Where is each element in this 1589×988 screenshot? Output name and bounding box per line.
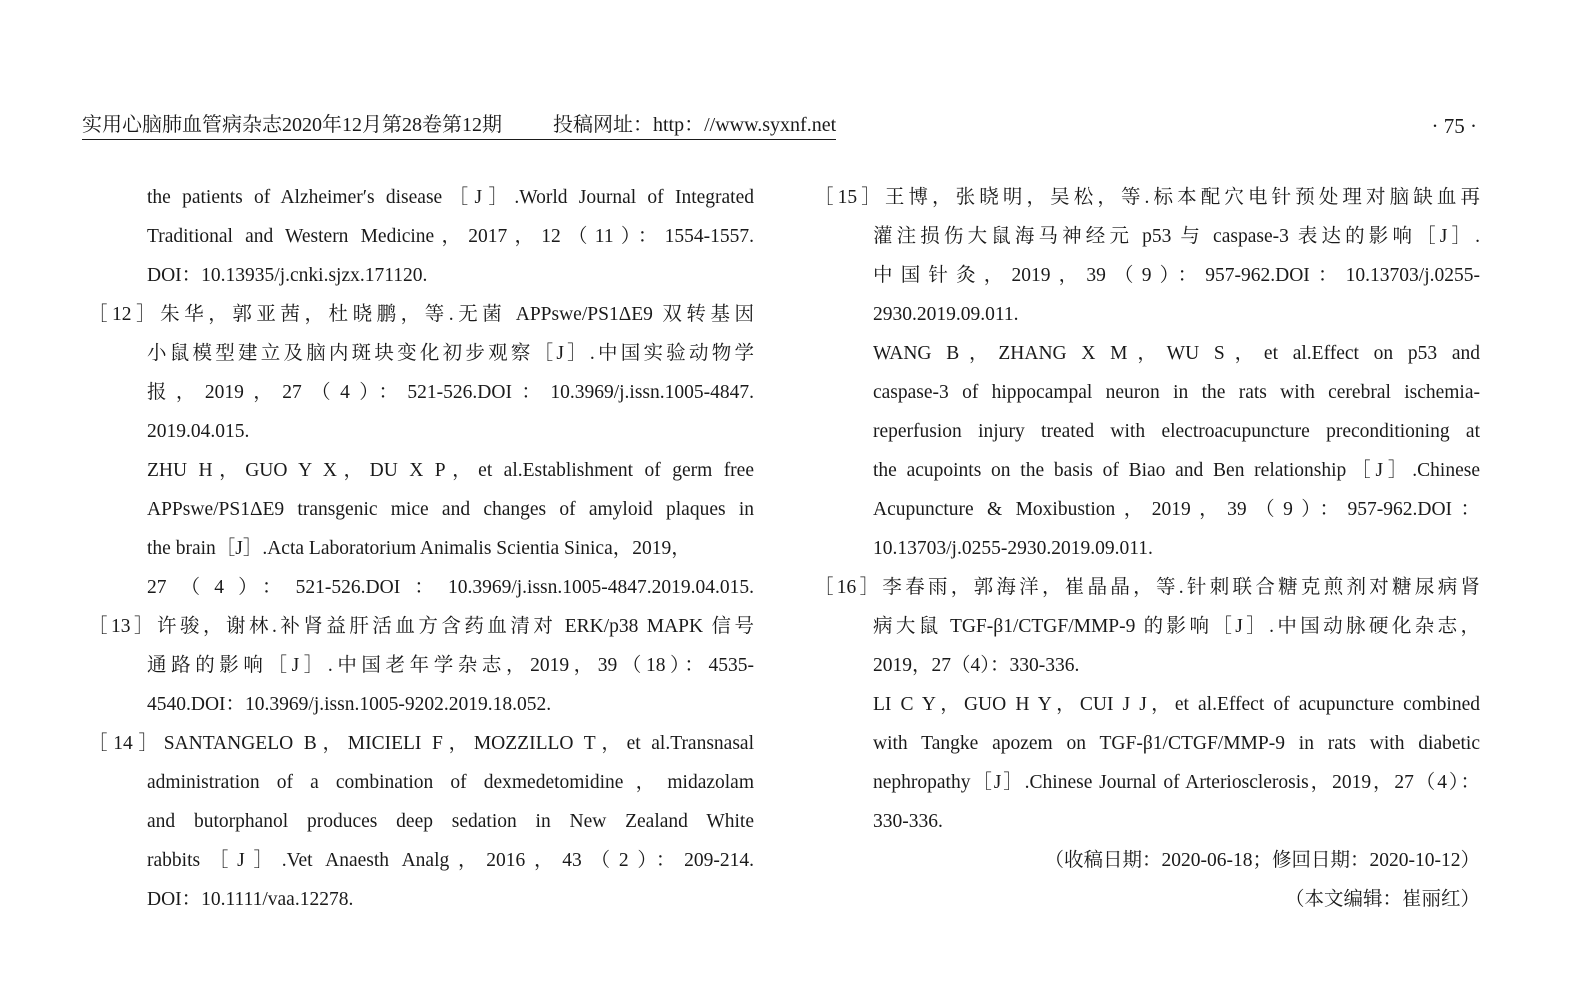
reference-line: 27（4）：521-526.DOI：10.3969/j.issn.1005-4847.2019.04.015. xyxy=(147,577,754,598)
reference-line-12-start: ［12］朱华，郭亚茜，杜晓鹏，等.无菌 APPswe/PS1ΔE9 双转基因 xyxy=(88,304,754,325)
reference-line: WANG B，ZHANG X M，WU S，et al.Effect on p53 and xyxy=(873,343,1480,364)
reference-line: 中国针灸，2019，39（9）：957-962.DOI：10.13703/j.0255- xyxy=(873,265,1480,286)
reference-line-14-start: ［14］SANTANGELO B，MICIELI F，MOZZILLO T，et al.Transnasal xyxy=(88,733,754,754)
left-column xyxy=(88,178,754,919)
reference-line: caspase-3 of hippocampal neuron in the rats with cerebral ischemia- xyxy=(873,382,1480,403)
reference-line: 报，2019，27（4）：521-526.DOI：10.3969/j.issn.1005-4847. xyxy=(147,382,754,403)
reference-line: Acupuncture & Moxibustion，2019，39（9）：957-962.DOI： xyxy=(873,499,1480,520)
reference-line: APPswe/PS1ΔE9 transgenic mice and changes of amyloid plaques in xyxy=(147,499,754,520)
reference-line: nephropathy［J］.Chinese Journal of Arteriosclerosis，2019，27（4）： xyxy=(873,772,1480,793)
reference-line: the brain［J］.Acta Laboratorium Animalis Scientia Sinica，2019， xyxy=(147,538,691,559)
reference-line: the patients of Alzheimer′s disease［J］.World Journal of Integrated xyxy=(147,187,754,208)
reference-line: Traditional and Western Medicine，2017，12（11）：1554-1557. xyxy=(147,226,754,247)
reference-line: 4540.DOI：10.3969/j.issn.1005-9202.2019.18.052. xyxy=(147,694,552,715)
reference-line: 2019，27（4）：330-336. xyxy=(873,655,1080,676)
reference-line: administration of a combination of dexmedetomidine，midazolam xyxy=(147,772,754,793)
running-header xyxy=(82,108,836,140)
reference-line: the acupoints on the basis of Biao and Ben relationship［J］.Chinese xyxy=(873,460,1480,481)
reference-line: 小鼠模型建立及脑内斑块变化初步观察［J］.中国实验动物学 xyxy=(147,343,754,364)
received-revised-dates: （收稿日期：2020-06-18；修回日期：2020-10-12） xyxy=(1044,850,1480,871)
reference-line: rabbits［J］.Vet Anaesth Analg，2016，43（2）：209-214. xyxy=(147,850,754,871)
reference-line: and butorphanol produces deep sedation in New Zealand White xyxy=(147,811,754,832)
reference-line-16-start: ［16］李春雨，郭海洋，崔晶晶，等.针刺联合糖克煎剂对糖尿病肾 xyxy=(814,577,1480,598)
reference-line: LI C Y，GUO H Y，CUI J J，et al.Effect of acupuncture combined xyxy=(873,694,1480,715)
reference-line: DOI：10.13935/j.cnki.sjzx.171120. xyxy=(147,265,428,286)
reference-line: 330-336. xyxy=(873,811,943,832)
reference-line: 10.13703/j.0255-2930.2019.09.011. xyxy=(873,538,1153,559)
page-number: · 75 · xyxy=(1431,114,1477,138)
right-column xyxy=(814,178,1480,919)
reference-line: 2019.04.015. xyxy=(147,421,250,442)
reference-line: 通路的影响［J］.中国老年学杂志，2019，39（18）：4535- xyxy=(147,655,754,676)
reference-line-15-start: ［15］王博，张晓明，吴松，等.标本配穴电针预处理对脑缺血再 xyxy=(814,187,1480,208)
reference-line: with Tangke apozem on TGF-β1/CTGF/MMP-9 in rats with diabetic xyxy=(873,733,1480,754)
reference-line-13-start: ［13］许骏，谢林.补肾益肝活血方含药血清对 ERK/p38 MAPK 信号 xyxy=(88,616,754,637)
reference-line: 病大鼠 TGF-β1/CTGF/MMP-9 的影响［J］.中国动脉硬化杂志， xyxy=(873,616,1480,637)
reference-line: DOI：10.1111/vaa.12278. xyxy=(147,889,354,910)
reference-line: reperfusion injury treated with electroacupuncture preconditioning at xyxy=(873,421,1480,442)
reference-line: 灌注损伤大鼠海马神经元 p53 与 caspase-3 表达的影响［J］. xyxy=(873,226,1480,247)
editor-credit: （本文编辑：崔丽红） xyxy=(1284,889,1480,910)
journal-title: 实用心脑肺血管病杂志2020年12月第28卷第12期 xyxy=(82,114,502,136)
reference-line: 2930.2019.09.011. xyxy=(873,304,1019,325)
submission-url: 投稿网址：http：//www.syxnf.net xyxy=(553,114,837,136)
reference-line: ZHU H，GUO Y X，DU X P，et al.Establishment of germ free xyxy=(147,460,754,481)
